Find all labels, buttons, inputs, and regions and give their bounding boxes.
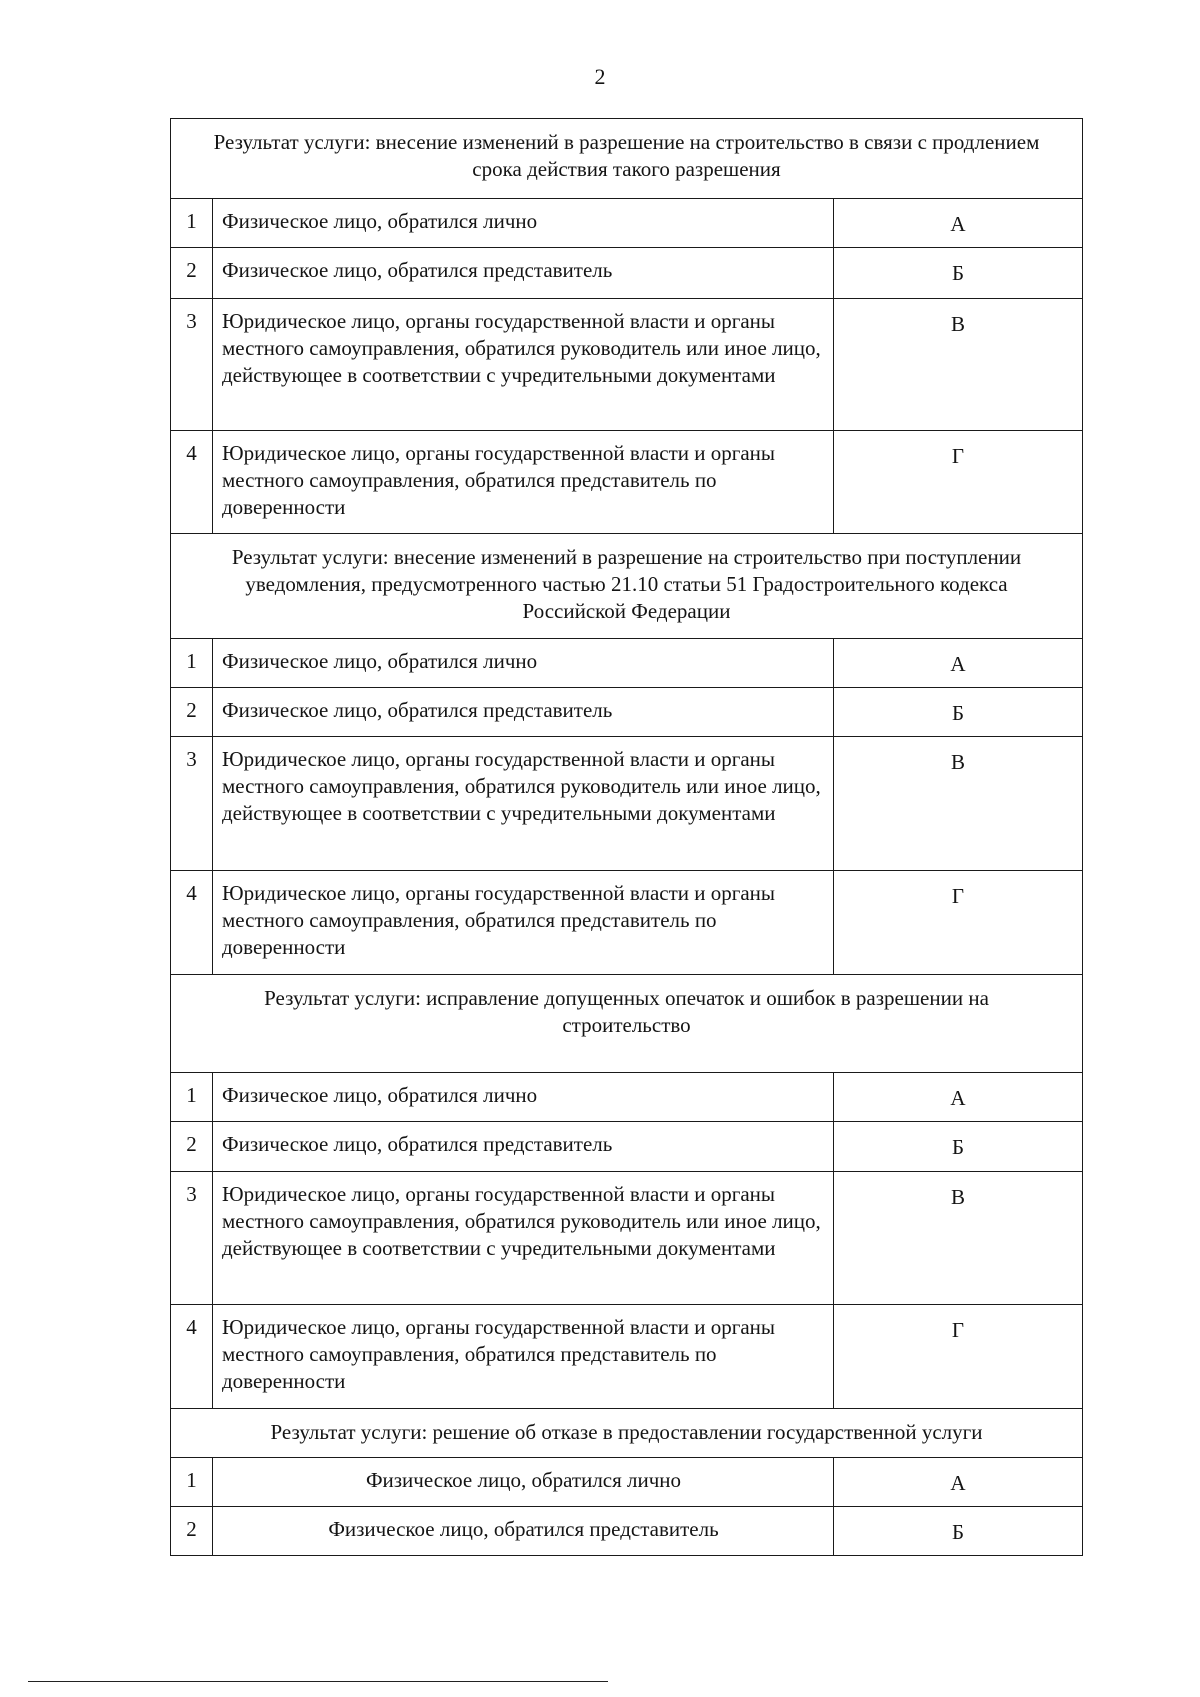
row-number: 2 bbox=[171, 248, 213, 299]
row-description: Юридическое лицо, органы государственной власти и органы местного самоуправления, обратился представитель по доверенности bbox=[213, 1305, 834, 1409]
row-description: Юридическое лицо, органы государственной власти и органы местного самоуправления, обратился представитель по доверенности bbox=[213, 431, 834, 534]
row-description: Физическое лицо, обратился представитель bbox=[213, 1507, 834, 1556]
table-row bbox=[171, 431, 1083, 534]
section-title: Результат услуги: внесение изменений в разрешение на строительство в связи с продлением срока действия такого разрешения bbox=[171, 119, 1083, 199]
row-number: 4 bbox=[171, 871, 213, 975]
row-number: 2 bbox=[171, 1507, 213, 1556]
row-description: Физическое лицо, обратился представитель bbox=[213, 248, 834, 299]
row-number: 1 bbox=[171, 1073, 213, 1122]
row-number: 4 bbox=[171, 1305, 213, 1409]
row-description: Физическое лицо, обратился лично bbox=[213, 199, 834, 248]
table-row bbox=[171, 248, 1083, 299]
row-description: Физическое лицо, обратился представитель bbox=[213, 1122, 834, 1172]
row-description: Юридическое лицо, органы государственной власти и органы местного самоуправления, обратился руководитель или иное лицо, действующее в соответствии с учредительными документами bbox=[213, 299, 834, 431]
row-code: Г bbox=[834, 871, 1083, 975]
table-row bbox=[171, 1305, 1083, 1409]
row-description: Юридическое лицо, органы государственной власти и органы местного самоуправления, обратился руководитель или иное лицо, действующее в соответствии с учредительными документами bbox=[213, 1172, 834, 1305]
row-code: Б bbox=[834, 1507, 1083, 1556]
table-row bbox=[171, 737, 1083, 871]
table-row bbox=[171, 688, 1083, 737]
table-row bbox=[171, 1172, 1083, 1305]
row-code: А bbox=[834, 639, 1083, 688]
section-title: Результат услуги: решение об отказе в предоставлении государственной услуги bbox=[171, 1409, 1083, 1458]
row-code: А bbox=[834, 1458, 1083, 1507]
row-code: В bbox=[834, 299, 1083, 431]
row-number: 3 bbox=[171, 737, 213, 871]
row-description: Физическое лицо, обратился лично bbox=[213, 1458, 834, 1507]
table-row bbox=[171, 1073, 1083, 1122]
table-row bbox=[171, 871, 1083, 975]
row-code: В bbox=[834, 737, 1083, 871]
row-code: Г bbox=[834, 431, 1083, 534]
footer-rule bbox=[28, 1681, 608, 1682]
row-number: 3 bbox=[171, 299, 213, 431]
row-number: 2 bbox=[171, 688, 213, 737]
section-header-row bbox=[171, 534, 1083, 639]
row-code: Б bbox=[834, 1122, 1083, 1172]
table-row bbox=[171, 1507, 1083, 1556]
row-code: А bbox=[834, 1073, 1083, 1122]
table-row bbox=[171, 639, 1083, 688]
row-number: 1 bbox=[171, 199, 213, 248]
row-description: Физическое лицо, обратился лично bbox=[213, 1073, 834, 1122]
section-header-row bbox=[171, 975, 1083, 1073]
section-header-row bbox=[171, 1409, 1083, 1458]
row-code: Б bbox=[834, 688, 1083, 737]
row-description: Физическое лицо, обратился представитель bbox=[213, 688, 834, 737]
section-title: Результат услуги: исправление допущенных опечаток и ошибок в разрешении на строительство bbox=[171, 975, 1083, 1073]
row-number: 4 bbox=[171, 431, 213, 534]
table-row bbox=[171, 1458, 1083, 1507]
row-code: А bbox=[834, 199, 1083, 248]
table-row bbox=[171, 199, 1083, 248]
row-description: Юридическое лицо, органы государственной власти и органы местного самоуправления, обратился представитель по доверенности bbox=[213, 871, 834, 975]
table-row bbox=[171, 299, 1083, 431]
page-number: 2 bbox=[594, 64, 606, 89]
row-description: Юридическое лицо, органы государственной власти и органы местного самоуправления, обратился руководитель или иное лицо, действующее в соответствии с учредительными документами bbox=[213, 737, 834, 871]
row-number: 1 bbox=[171, 1458, 213, 1507]
row-number: 2 bbox=[171, 1122, 213, 1172]
row-code: В bbox=[834, 1172, 1083, 1305]
table-row bbox=[171, 1122, 1083, 1172]
section-header-row bbox=[171, 119, 1083, 199]
row-number: 3 bbox=[171, 1172, 213, 1305]
row-code: Г bbox=[834, 1305, 1083, 1409]
section-title: Результат услуги: внесение изменений в разрешение на строительство при поступлении уведомления, предусмотренного частью 21.10 статьи 51 Градостроительного кодекса Российской Федерации bbox=[171, 534, 1083, 639]
services-table bbox=[170, 118, 1083, 1556]
row-code: Б bbox=[834, 248, 1083, 299]
row-description: Физическое лицо, обратился лично bbox=[213, 639, 834, 688]
row-number: 1 bbox=[171, 639, 213, 688]
